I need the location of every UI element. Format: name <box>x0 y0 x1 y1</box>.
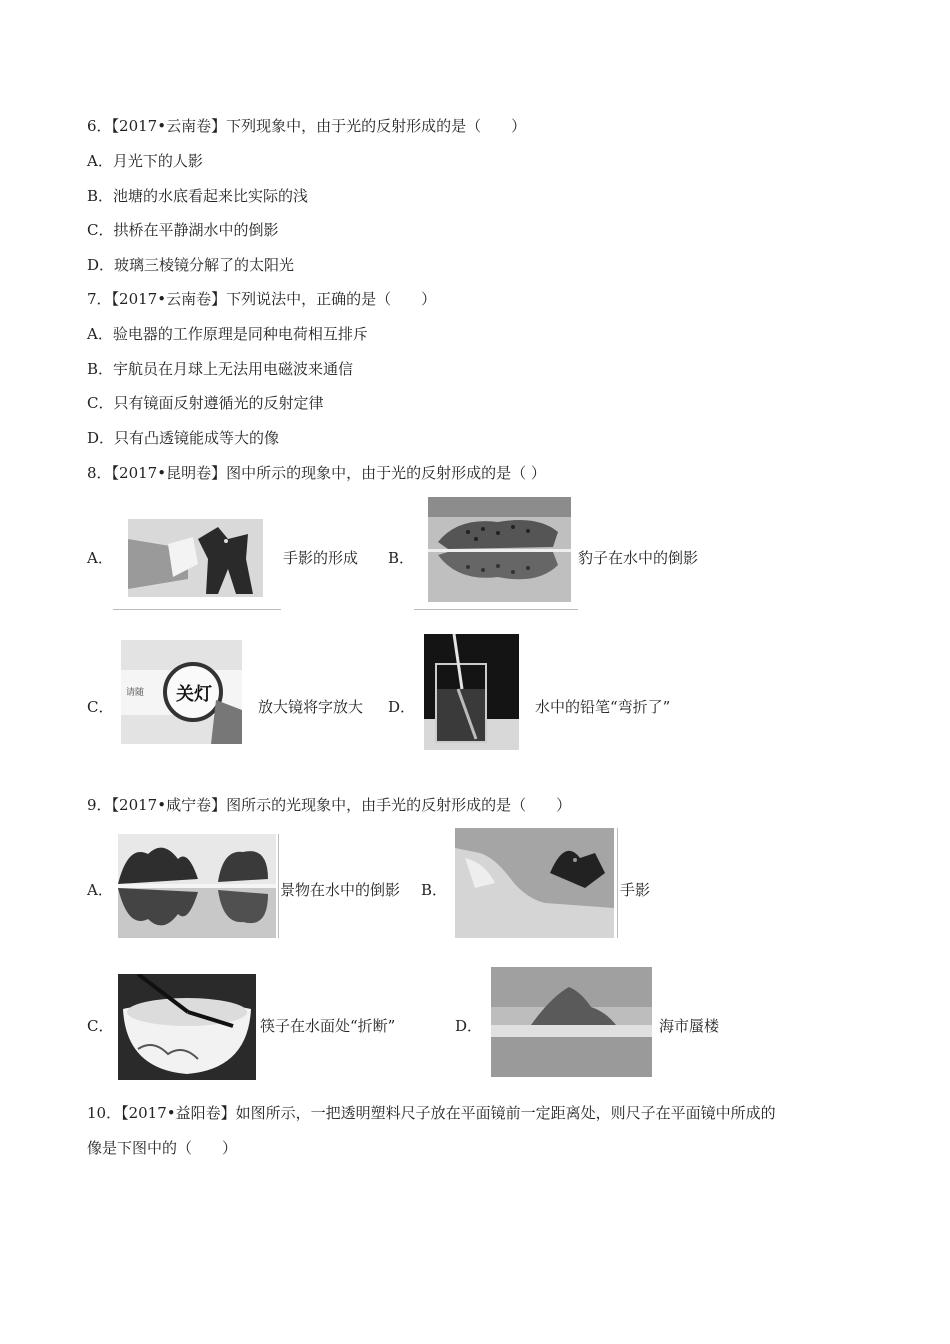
q10-stem-line2: 像是下图中的（ ） <box>87 1139 238 1157</box>
q6-option-c: C．拱桥在平静湖水中的倒影 <box>87 221 279 239</box>
q8-image-hand-shadow <box>128 519 263 597</box>
q9-image-scenery-reflection <box>118 834 276 938</box>
q8-image-leopard-reflection <box>428 497 571 602</box>
q9-image-mirage <box>491 967 652 1077</box>
q9-b-border <box>617 828 618 938</box>
q10-stem-line1: 10．【2017•益阳卷】如图所示，一把透明塑料尺子放在平面镜前一定距离处，则尺子在平面镜中所成的 <box>87 1104 776 1122</box>
q9-stem: 9．【2017•咸宁卷】图所示的光现象中，由手光的反射形成的是（ ） <box>87 796 572 814</box>
q8-b-underline <box>414 609 578 610</box>
q9-letter-a: A． <box>87 881 113 899</box>
q6-stem: 6．【2017•云南卷】下列现象中，由于光的反射形成的是（ ） <box>87 117 527 135</box>
q7-option-b: B．宇航员在月球上无法用电磁波来通信 <box>87 360 354 378</box>
q9-letter-c: C． <box>87 1017 114 1035</box>
svg-text:请随: 请随 <box>126 688 145 698</box>
q6-option-a: A．月光下的人影 <box>87 152 203 170</box>
q8-caption-a: 手影的形成 <box>283 549 359 567</box>
q8-sign-text: 关灯 <box>176 684 212 705</box>
q6-option-b: B．池塘的水底看起来比实际的浅 <box>87 187 309 205</box>
q8-letter-a: A． <box>87 549 113 567</box>
q9-image-hand-shadow <box>455 828 614 938</box>
q9-a-border <box>278 834 279 938</box>
q6-option-d: D．玻璃三棱镜分解了的太阳光 <box>87 256 295 274</box>
q9-caption-b: 手影 <box>620 881 651 899</box>
q7-option-a: A．验电器的工作原理是同种电荷相互排斥 <box>87 325 368 343</box>
q8-stem: 8．【2017•昆明卷】图中所示的现象中，由于光的反射形成的是（ ） <box>87 464 546 482</box>
q9-caption-a: 景物在水中的倒影 <box>280 881 401 899</box>
q8-caption-b: 豹子在水中的倒影 <box>578 549 699 567</box>
q8-image-pencil-in-water <box>424 634 519 750</box>
q8-a-underline <box>113 609 281 610</box>
q8-image-magnifier <box>121 640 242 744</box>
q9-caption-c: 筷子在水面处“折断” <box>260 1017 396 1035</box>
q7-option-c: C．只有镜面反射遵循光的反射定律 <box>87 394 324 412</box>
q9-image-chopsticks-bowl <box>118 974 256 1080</box>
q7-option-d: D．只有凸透镜能成等大的像 <box>87 429 280 447</box>
q8-caption-d: 水中的铅笔“弯折了” <box>535 698 671 716</box>
q8-caption-c: 放大镜将字放大 <box>258 698 364 716</box>
q9-letter-d: D． <box>455 1017 483 1035</box>
q9-letter-b: B． <box>421 881 448 899</box>
q9-caption-d: 海市蜃楼 <box>659 1017 720 1035</box>
q8-letter-d: D． <box>388 698 416 716</box>
q8-letter-c: C． <box>87 698 114 716</box>
q7-stem: 7．【2017•云南卷】下列说法中，正确的是（ ） <box>87 290 437 308</box>
q8-letter-b: B． <box>388 549 415 567</box>
